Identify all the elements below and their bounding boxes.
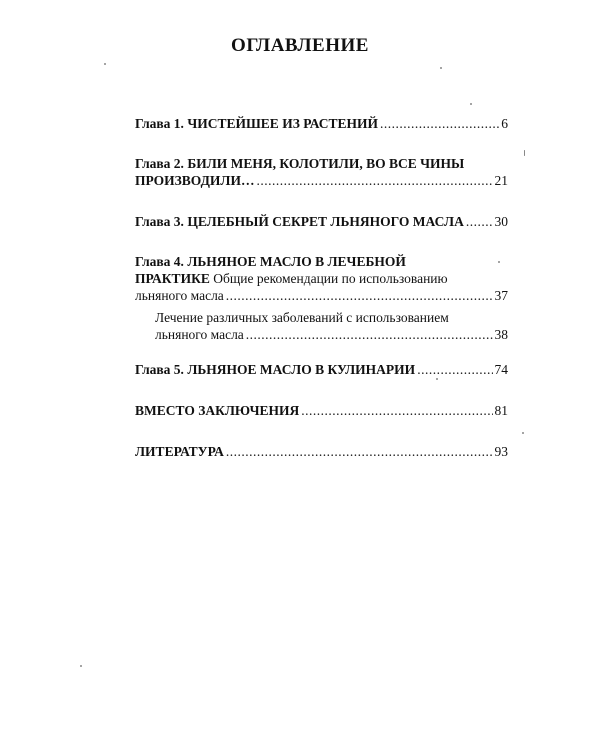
page-number: 74 [494, 362, 508, 377]
toc-entry-chapter-1[interactable] [135, 115, 508, 132]
leader-dots [226, 443, 493, 460]
chapter-prefix: Глава 3. [135, 214, 184, 229]
leader-dots [417, 361, 492, 378]
chapter-prefix: Глава 5. [135, 362, 184, 377]
scan-speck [522, 432, 524, 434]
toc-entry-conclusion[interactable] [135, 402, 508, 419]
toc-entry-chapter-4[interactable] [135, 253, 508, 304]
toc-entry-literature[interactable] [135, 443, 508, 460]
chapter-title-line-2: ПРОИЗВОДИЛИ… [135, 173, 255, 188]
page-number: 30 [494, 214, 508, 229]
section-title: ВМЕСТО ЗАКЛЮЧЕНИЯ [135, 403, 300, 418]
section-title: ЛИТЕРАТУРА [135, 444, 224, 459]
chapter-subtitle-continued: льняного масла [135, 288, 224, 303]
page-title: ОГЛАВЛЕНИЕ [231, 35, 369, 56]
toc-entry-chapter-2[interactable] [135, 155, 508, 189]
chapter-title: ЛЬНЯНОЕ МАСЛО В КУЛИНАРИИ [187, 362, 416, 377]
subentry-title-line-2: льняного масла [155, 327, 244, 342]
page-number: 21 [494, 173, 508, 188]
chapter-title-line-2: ПРАКТИКЕ [135, 271, 210, 286]
chapter-prefix: Глава 1. [135, 116, 184, 131]
scan-speck [440, 67, 442, 69]
scan-speck [498, 261, 500, 263]
chapter-title-line-1: БИЛИ МЕНЯ, КОЛОТИЛИ, ВО ВСЕ ЧИНЫ [187, 156, 465, 171]
toc-subentry-treatment[interactable] [155, 309, 508, 343]
page-number: 93 [494, 444, 508, 459]
chapter-subtitle: Общие рекомендации по использованию [213, 271, 448, 286]
scan-speck [436, 378, 438, 380]
page-number: 81 [494, 403, 508, 418]
leader-dots [246, 326, 493, 343]
scan-speck [80, 665, 82, 667]
leader-dots [256, 172, 492, 189]
page-number: 6 [501, 116, 508, 131]
page-number: 38 [494, 327, 508, 342]
subentry-title-line-1: Лечение различных заболеваний с использованием [155, 310, 449, 325]
leader-dots [301, 402, 492, 419]
chapter-prefix: Глава 2. [135, 156, 184, 171]
chapter-prefix: Глава 4. [135, 254, 184, 269]
scan-speck [470, 103, 472, 105]
chapter-title: ЦЕЛЕБНЫЙ СЕКРЕТ ЛЬНЯНОГО МАСЛА [187, 214, 464, 229]
leader-dots [466, 213, 493, 230]
leader-dots [226, 287, 493, 304]
toc-entry-chapter-5[interactable] [135, 361, 508, 378]
page-number: 37 [494, 288, 508, 303]
scan-speck [524, 150, 525, 156]
leader-dots [380, 115, 499, 132]
chapter-title: ЧИСТЕЙШЕЕ ИЗ РАСТЕНИЙ [187, 116, 379, 131]
toc-entry-chapter-3[interactable] [135, 213, 508, 230]
chapter-title-line-1: ЛЬНЯНОЕ МАСЛО В ЛЕЧЕБНОЙ [187, 254, 406, 269]
scan-speck [104, 63, 106, 65]
